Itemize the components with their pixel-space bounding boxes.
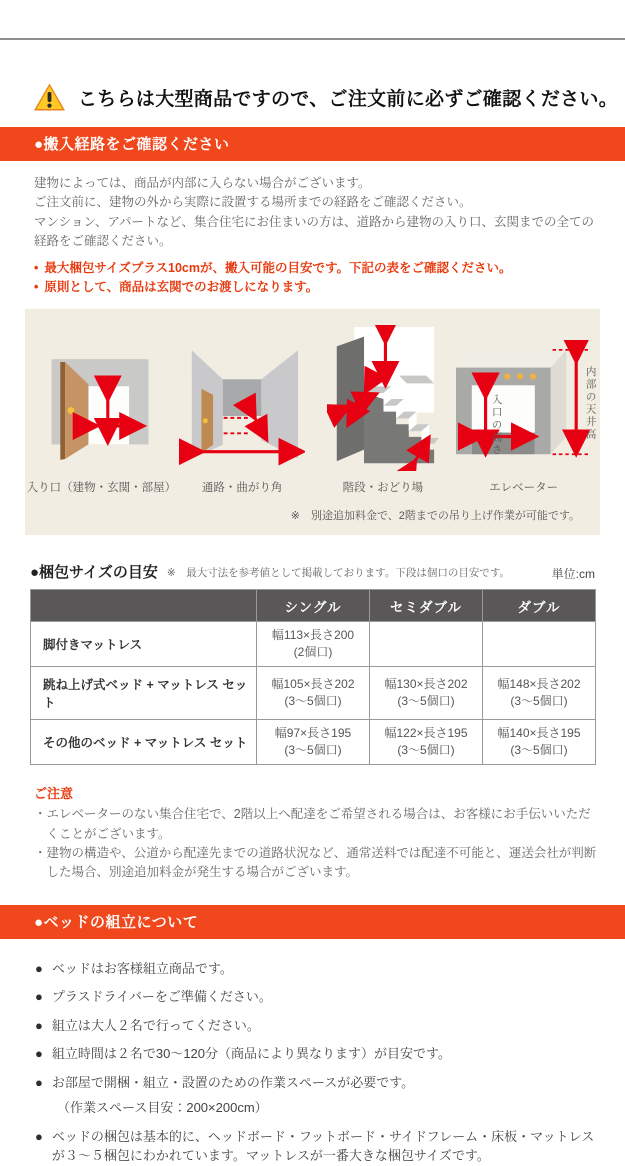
list-item bbox=[35, 1044, 595, 1064]
row-label: 脚付きマットレス bbox=[31, 622, 257, 667]
stairs-icon bbox=[327, 325, 439, 471]
caution-heading: ご注意 bbox=[34, 786, 74, 802]
cell-packages: (3～5個口) bbox=[284, 694, 342, 709]
bullet-icon: ● bbox=[35, 1017, 43, 1033]
package-size-heading-row bbox=[30, 561, 595, 582]
illustration-caption: 階段・おどり場 bbox=[342, 482, 424, 495]
cell-packages: (3～5個口) bbox=[397, 694, 455, 709]
table-row bbox=[31, 720, 596, 765]
cell-size: 幅97×長さ195 bbox=[274, 725, 352, 740]
cell-packages: (3～5個口) bbox=[284, 743, 342, 758]
table-cell bbox=[257, 720, 370, 765]
bullet-icon: ● bbox=[35, 1128, 43, 1144]
bullet-icon: • bbox=[34, 260, 39, 275]
key-point bbox=[34, 278, 595, 297]
cell-size: 幅140×長さ195 bbox=[497, 725, 581, 740]
row-label: 跳ね上げ式ベッド + マットレス セット bbox=[31, 667, 257, 720]
table-row bbox=[31, 622, 596, 667]
table-cell bbox=[483, 622, 596, 667]
elevator-entrance-height-label: 入口の高さ bbox=[490, 394, 503, 457]
illustration-caption: 入り口（建物・玄関・部屋） bbox=[26, 482, 177, 495]
table-row bbox=[31, 667, 596, 720]
cell-packages: (3～5個口) bbox=[397, 743, 455, 758]
key-point bbox=[34, 259, 595, 278]
cell-packages: (3～5個口) bbox=[510, 694, 568, 709]
caution-text: 建物の構造や、公道から配達先までの道路状況など、通常送料では配達不可能と、運送会社が判断した場合、別途追加料金が発生する場合がございます。 bbox=[46, 846, 597, 880]
caution-text: エレベーターのない集合住宅で、2階以上へ配達をご希望される場合は、お客様にお手伝いいただくことがございます。 bbox=[46, 807, 591, 841]
section-banner-assembly: ●ベッドの組立について bbox=[0, 905, 625, 939]
bullet-icon: ● bbox=[35, 989, 43, 1005]
route-key-points bbox=[34, 259, 595, 298]
table-cell bbox=[483, 720, 596, 765]
table-cell bbox=[483, 667, 596, 720]
cell-packages: (3～5個口) bbox=[510, 743, 568, 758]
route-paragraphs bbox=[34, 174, 595, 252]
illustration-row bbox=[26, 325, 597, 495]
list-item bbox=[35, 987, 595, 1007]
cell-size: 幅113×長さ200 bbox=[271, 627, 355, 642]
corridor-icon bbox=[179, 331, 305, 471]
cell-size: 幅122×長さ195 bbox=[384, 725, 468, 740]
elevator-icon bbox=[442, 340, 605, 471]
route-paragraph: 建物によっては、商品が内部に入らない場合がございます。 bbox=[34, 176, 371, 190]
assembly-text: 組立時間は２名で30～120分（商品により異なります）が目安です。 bbox=[51, 1046, 451, 1062]
warning-header bbox=[33, 82, 625, 112]
assembly-subtext: （作業スペース目安：200×200cm） bbox=[57, 1100, 268, 1116]
table-cell bbox=[370, 720, 483, 765]
row-label: その他のベッド + マットレス セット bbox=[31, 720, 257, 765]
bullet-icon: ・ bbox=[34, 807, 47, 822]
package-size-title: ●梱包サイズの目安 bbox=[30, 564, 158, 582]
illustration-caption: 通路・曲がり角 bbox=[201, 482, 283, 495]
key-point-text: 原則として、商品は玄関でのお渡しになります。 bbox=[44, 279, 319, 294]
section-banner-delivery-route: ●搬入経路をご確認ください bbox=[0, 127, 625, 161]
hoisting-note: ※ 別途追加料金で、2階までの吊り上げ作業が可能です。 bbox=[290, 510, 580, 523]
list-item bbox=[35, 959, 595, 979]
cell-size: 幅148×長さ202 bbox=[497, 676, 581, 691]
illustration-entrance bbox=[26, 349, 177, 495]
illustration-stairs bbox=[313, 325, 454, 495]
table-cell bbox=[257, 667, 370, 720]
route-paragraph: ご注文前に、建物の外から実際に設置する場所までの経路をご確認ください。 bbox=[34, 195, 472, 210]
unit-label: 単位:cm bbox=[551, 567, 595, 582]
assembly-text: プラスドライバーをご準備ください。 bbox=[51, 989, 272, 1005]
package-size-table bbox=[30, 589, 596, 765]
elevator-ceiling-height-label: 内部の天井高 bbox=[584, 366, 597, 442]
route-paragraph: マンション、アパートなど、集合住宅にお住まいの方は、道路から建物の入り口、玄関までの全ての経路をご確認ください。 bbox=[34, 214, 594, 249]
route-illustration-box bbox=[25, 309, 600, 535]
top-divider bbox=[0, 0, 625, 40]
cell-packages: (2個口) bbox=[293, 645, 333, 660]
assembly-text: ベッドはお客様組立商品です。 bbox=[51, 960, 233, 976]
package-size-note: ※ 最大寸法を参考値として掲載しております。下段は個口の目安です。 bbox=[166, 567, 510, 580]
table-cell bbox=[370, 667, 483, 720]
bullet-icon: ● bbox=[35, 960, 43, 976]
caution-item bbox=[34, 844, 599, 883]
bullet-icon: ● bbox=[35, 1074, 43, 1090]
illustration-caption: エレベーター bbox=[489, 482, 559, 495]
bullet-icon: ● bbox=[35, 1046, 43, 1062]
bullet-icon: • bbox=[34, 279, 39, 294]
warning-title: こちらは大型商品ですので、ご注文前に必ずご確認ください。 bbox=[78, 88, 619, 110]
assembly-text: ベッドの梱包は基本的に、ヘッドボード・フットボード・サイドフレーム・床板・マットレスが３～５梱包にわかれています。マットレスが一番大きな梱包サイズです。 bbox=[51, 1128, 595, 1164]
table-header-double: ダブル bbox=[483, 590, 596, 622]
key-point-text: 最大梱包サイズプラス10cmが、搬入可能の目安です。下記の表をご確認ください。 bbox=[44, 260, 512, 275]
table-cell bbox=[257, 622, 370, 667]
caution-list bbox=[34, 805, 599, 883]
warning-triangle-icon bbox=[33, 82, 66, 112]
table-header-row bbox=[31, 590, 596, 622]
illustration-corridor bbox=[172, 331, 313, 495]
table-header-single: シングル bbox=[257, 590, 370, 622]
list-item bbox=[35, 1127, 595, 1166]
list-item bbox=[35, 1016, 595, 1036]
illustration-elevator bbox=[453, 340, 597, 495]
cell-size: 幅130×長さ202 bbox=[384, 676, 468, 691]
assembly-list bbox=[35, 959, 595, 1166]
assembly-text: 組立は大人２名で行ってください。 bbox=[51, 1017, 260, 1033]
table-header-empty bbox=[31, 590, 257, 622]
cell-size: 幅105×長さ202 bbox=[271, 676, 355, 691]
caution-item bbox=[34, 805, 599, 844]
assembly-text: お部屋で開梱・組立・設置のための作業スペースが必要です。 bbox=[51, 1074, 415, 1090]
table-header-semidouble: セミダブル bbox=[370, 590, 483, 622]
list-item bbox=[35, 1073, 595, 1093]
bullet-icon: ・ bbox=[34, 846, 47, 860]
doorway-icon bbox=[38, 349, 164, 471]
table-cell bbox=[370, 622, 483, 667]
elevator-figure bbox=[442, 340, 605, 471]
